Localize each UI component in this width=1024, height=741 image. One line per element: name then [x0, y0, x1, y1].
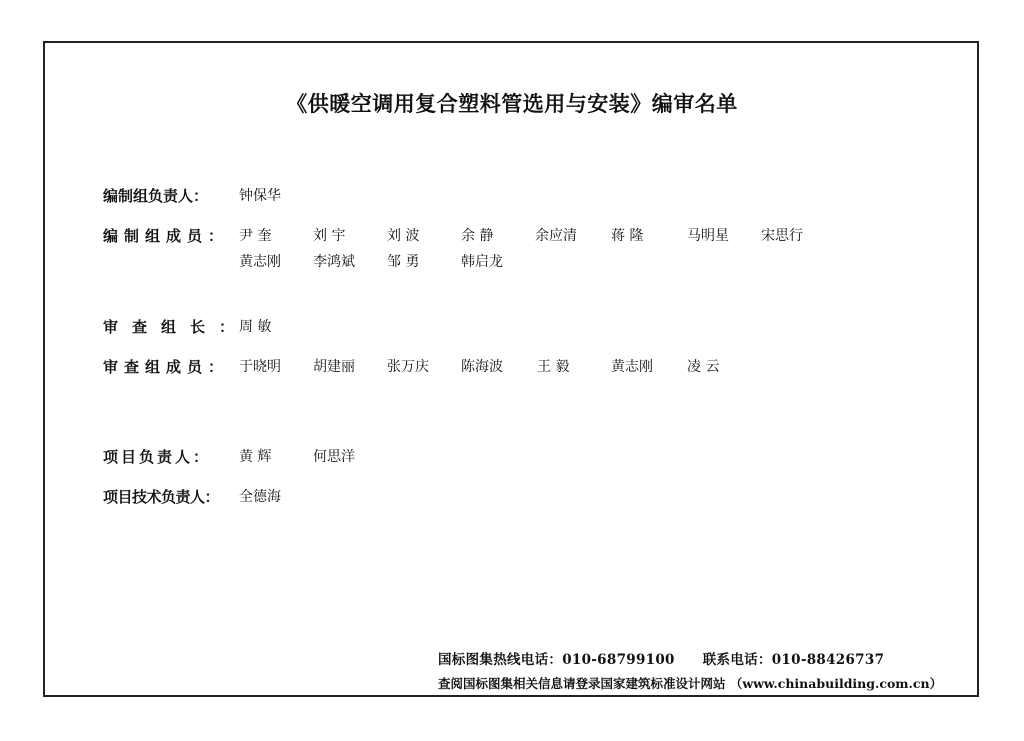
- person-name: 周 敏: [239, 319, 272, 335]
- person-name: 尹 奎: [239, 228, 272, 244]
- tech-leader-label: 项目技术负责人：: [103, 488, 220, 506]
- project-leader-label: 项目负责人：: [103, 448, 212, 466]
- person-name: 余应清: [535, 228, 577, 244]
- person-name: 张万庆: [387, 359, 429, 375]
- hotline-number: 010-68799100: [562, 652, 675, 668]
- person-name: 宋思行: [761, 228, 803, 244]
- contact-number: 010-88426737: [771, 652, 885, 668]
- person-name: 刘 波: [387, 228, 420, 244]
- person-name: 陈海波: [461, 359, 503, 375]
- person-name: 胡建丽: [313, 359, 355, 375]
- person-name: 余 静: [461, 228, 494, 244]
- person-name: 钟保华: [239, 188, 281, 204]
- compile-members-label: 编制组成员：: [103, 227, 230, 245]
- person-name: 于晓明: [239, 359, 281, 375]
- person-name: 刘 宇: [313, 228, 346, 244]
- review-leader-label: 审查组长：: [103, 318, 249, 336]
- person-name: 王 毅: [537, 359, 570, 375]
- page-title: 《供暖空调用复合塑料管选用与安装》编审名单: [286, 92, 738, 116]
- person-name: 邹 勇: [387, 254, 420, 270]
- contact-label: 联系电话：: [702, 652, 772, 668]
- person-name: 何思洋: [313, 449, 355, 465]
- compile-leader-label: 编制组负责人：: [103, 187, 209, 205]
- person-name: 黄 辉: [239, 449, 272, 465]
- person-name: 凌 云: [687, 359, 720, 375]
- person-name: 韩启龙: [461, 254, 503, 270]
- review-members-label: 审查组成员：: [103, 358, 230, 376]
- person-name: 马明星: [687, 228, 729, 244]
- person-name: 黄志刚: [611, 359, 653, 375]
- footer-website-line: 查阅国标图集相关信息请登录国家建筑标准设计网站 （www.chinabuilding.com.cn）: [438, 676, 943, 691]
- person-name: 全德海: [239, 489, 281, 505]
- person-name: 蒋 隆: [611, 228, 644, 244]
- hotline-label: 国标图集热线电话：: [438, 652, 563, 668]
- person-name: 黄志刚: [239, 254, 281, 270]
- person-name: 李鸿斌: [313, 254, 355, 270]
- footer-phone-line: [438, 648, 884, 668]
